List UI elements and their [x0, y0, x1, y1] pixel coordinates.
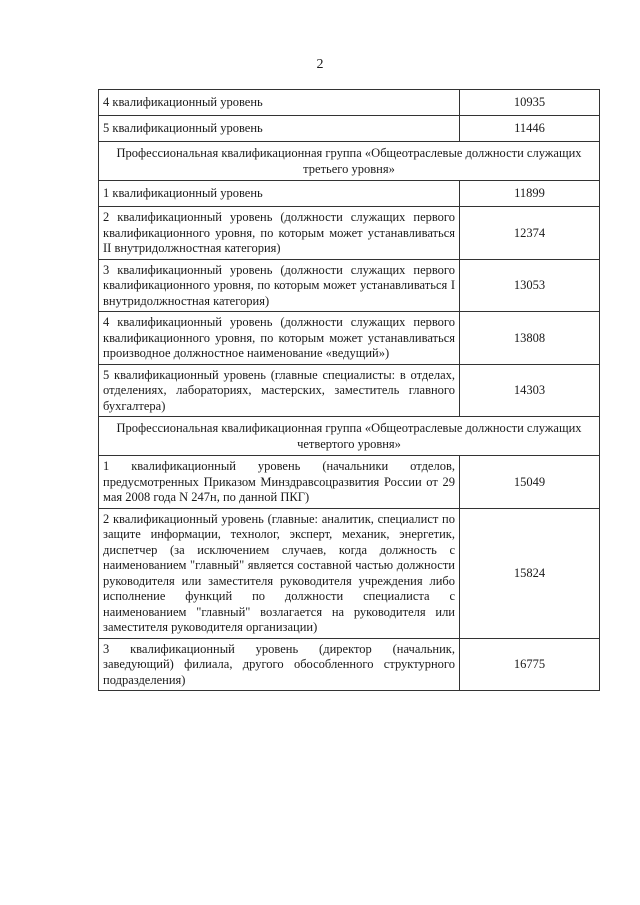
level-cell: 5 квалификационный уровень: [99, 116, 460, 142]
amount-cell: 16775: [460, 638, 600, 691]
level-cell: 4 квалификационный уровень (должности служащих первого квалификационного уровня, по которым может устанавливаться производное должностное наименование «ведущий»): [99, 312, 460, 365]
table-row: [99, 90, 600, 116]
amount-cell: 15824: [460, 508, 600, 638]
table-row: [99, 181, 600, 207]
salary-table: [98, 89, 600, 691]
amount-cell: 15049: [460, 456, 600, 509]
group-header-cell: Профессиональная квалификационная группа «Общеотраслевые должности служащих третьего уровня»: [99, 142, 600, 181]
level-cell: 3 квалификационный уровень (директор (начальник, заведующий) филиала, другого обособленного структурного подразделения): [99, 638, 460, 691]
table-row: [99, 638, 600, 691]
amount-cell: 10935: [460, 90, 600, 116]
table-row: [99, 364, 600, 417]
page-number: 2: [316, 57, 324, 72]
table-row: [99, 508, 600, 638]
table-row: [99, 116, 600, 142]
group-header-cell: Профессиональная квалификационная группа «Общеотраслевые должности служащих четвертого уровня»: [99, 417, 600, 456]
table-row: [99, 312, 600, 365]
table-row: [99, 207, 600, 260]
level-cell: 2 квалификационный уровень (главные: аналитик, специалист по защите информации, технолог, эксперт, механик, энергетик, диспетчер (за исключением случаев, когда должность с наименованием "главный" является составной частью должности руководителя или заместителя руководителя учреждения либо исполнение функций по должности специалиста с наименованием "главный" возлагается на руководителя или заместителя руководителя организации): [99, 508, 460, 638]
amount-cell: 13808: [460, 312, 600, 365]
amount-cell: 13053: [460, 259, 600, 312]
amount-cell: 11446: [460, 116, 600, 142]
level-cell: 2 квалификационный уровень (должности служащих первого квалификационного уровня, по которым может устанавливаться II внутридолжностная категория): [99, 207, 460, 260]
table-row: [99, 456, 600, 509]
level-cell: 4 квалификационный уровень: [99, 90, 460, 116]
amount-cell: 14303: [460, 364, 600, 417]
amount-cell: 12374: [460, 207, 600, 260]
group-header-row: [99, 142, 600, 181]
level-cell: 3 квалификационный уровень (должности служащих первого квалификационного уровня, по которым может устанавливаться I внутридолжностная категория): [99, 259, 460, 312]
amount-cell: 11899: [460, 181, 600, 207]
table-row: [99, 259, 600, 312]
level-cell: 1 квалификационный уровень (начальники отделов, предусмотренных Приказом Минздравсоцразвития России от 29 мая 2008 года N 247н, по данной ПКГ): [99, 456, 460, 509]
level-cell: 1 квалификационный уровень: [99, 181, 460, 207]
level-cell: 5 квалификационный уровень (главные специалисты: в отделах, отделениях, лабораториях, мастерских, заместитель главного бухгалтера): [99, 364, 460, 417]
group-header-row: [99, 417, 600, 456]
